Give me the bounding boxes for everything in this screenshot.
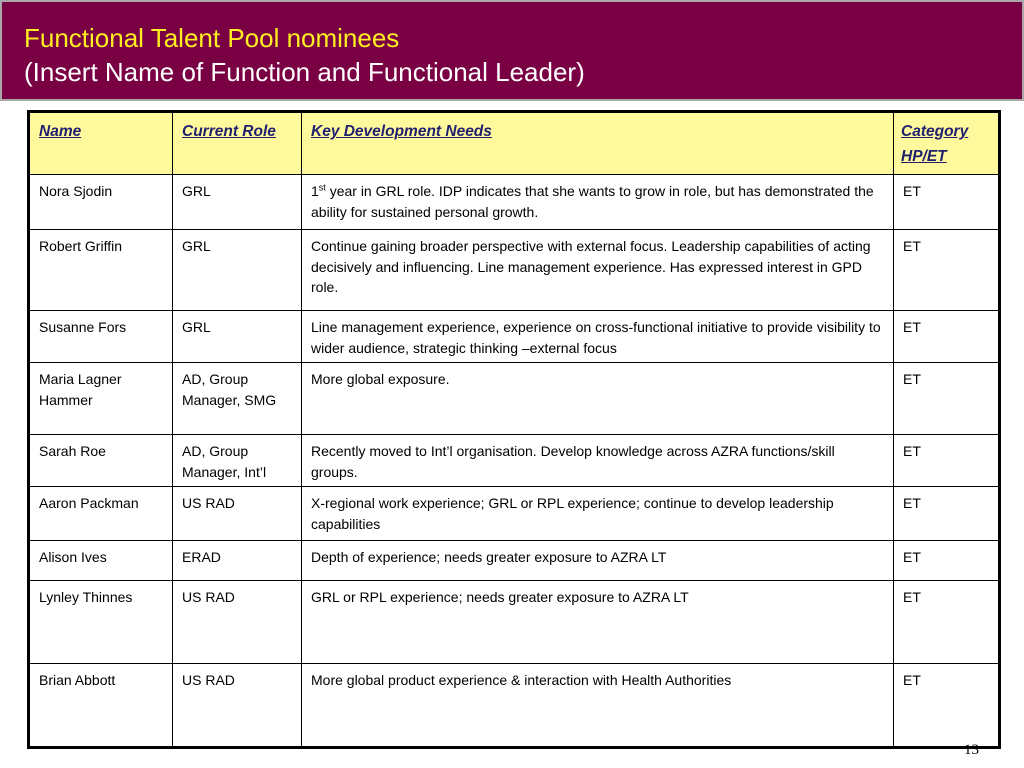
cell-role: AD, Group Manager, Int’l bbox=[173, 435, 302, 487]
cell-role: US RAD bbox=[173, 664, 302, 748]
cell-name: Nora Sjodin bbox=[29, 175, 173, 230]
cell-role: US RAD bbox=[173, 581, 302, 664]
slide-subtitle: (Insert Name of Function and Functional Leader) bbox=[24, 57, 585, 87]
header-category-line1: Category bbox=[901, 123, 969, 140]
header-category bbox=[894, 112, 1000, 175]
cell-name: Brian Abbott bbox=[29, 664, 173, 748]
cell-category: ET bbox=[894, 363, 1000, 435]
nominees-table bbox=[27, 110, 1001, 749]
slide-title: Functional Talent Pool nominees bbox=[24, 23, 400, 53]
header-category-line2: HP/ET bbox=[901, 148, 947, 165]
cell-role: ERAD bbox=[173, 541, 302, 581]
table-row bbox=[29, 541, 1000, 581]
cell-role: GRL bbox=[173, 230, 302, 311]
slide-header bbox=[0, 0, 1024, 101]
needs-ordinal-suffix: st bbox=[318, 182, 326, 193]
table-row bbox=[29, 435, 1000, 487]
cell-name: Maria Lagner Hammer bbox=[29, 363, 173, 435]
cell-needs: More global exposure. bbox=[302, 363, 894, 435]
header-current-role: Current Role bbox=[173, 112, 302, 175]
cell-needs: More global product experience & interaction with Health Authorities bbox=[302, 664, 894, 748]
cell-role: US RAD bbox=[173, 487, 302, 541]
cell-name: Alison Ives bbox=[29, 541, 173, 581]
header-key-development-needs: Key Development Needs bbox=[302, 112, 894, 175]
cell-needs: X-regional work experience; GRL or RPL experience; continue to develop leadership capabilities bbox=[302, 487, 894, 541]
needs-ordinal-number: 1 bbox=[311, 183, 319, 199]
table-row bbox=[29, 664, 1000, 748]
cell-category: ET bbox=[894, 581, 1000, 664]
cell-category: ET bbox=[894, 175, 1000, 230]
cell-needs bbox=[302, 175, 894, 230]
table-row bbox=[29, 363, 1000, 435]
cell-name: Lynley Thinnes bbox=[29, 581, 173, 664]
cell-category: ET bbox=[894, 664, 1000, 748]
cell-needs: Recently moved to Int’l organisation. Develop knowledge across AZRA functions/skill groups. bbox=[302, 435, 894, 487]
table-row bbox=[29, 311, 1000, 363]
cell-role: GRL bbox=[173, 311, 302, 363]
cell-category: ET bbox=[894, 435, 1000, 487]
table-row bbox=[29, 581, 1000, 664]
page-number: 13 bbox=[964, 742, 979, 758]
cell-needs: Line management experience, experience on cross-functional initiative to provide visibility to wider audience, strategic thinking –external focus bbox=[302, 311, 894, 363]
cell-role: GRL bbox=[173, 175, 302, 230]
cell-name: Susanne Fors bbox=[29, 311, 173, 363]
cell-needs: Continue gaining broader perspective with external focus. Leadership capabilities of acting decisively and influencing. Line management experience. Has expressed interest in GPD role. bbox=[302, 230, 894, 311]
cell-name: Robert Griffin bbox=[29, 230, 173, 311]
cell-category: ET bbox=[894, 311, 1000, 363]
cell-category: ET bbox=[894, 487, 1000, 541]
cell-category: ET bbox=[894, 541, 1000, 581]
cell-needs: GRL or RPL experience; needs greater exposure to AZRA LT bbox=[302, 581, 894, 664]
needs-text: year in GRL role. IDP indicates that she wants to grow in role, but has demonstrated the ability for sustained personal growth. bbox=[311, 183, 874, 220]
table-row bbox=[29, 230, 1000, 311]
table-row bbox=[29, 175, 1000, 230]
cell-name: Aaron Packman bbox=[29, 487, 173, 541]
table-row bbox=[29, 487, 1000, 541]
cell-category: ET bbox=[894, 230, 1000, 311]
cell-role: AD, Group Manager, SMG bbox=[173, 363, 302, 435]
cell-name: Sarah Roe bbox=[29, 435, 173, 487]
table-header-row bbox=[29, 112, 1000, 175]
cell-needs: Depth of experience; needs greater exposure to AZRA LT bbox=[302, 541, 894, 581]
header-name: Name bbox=[29, 112, 173, 175]
